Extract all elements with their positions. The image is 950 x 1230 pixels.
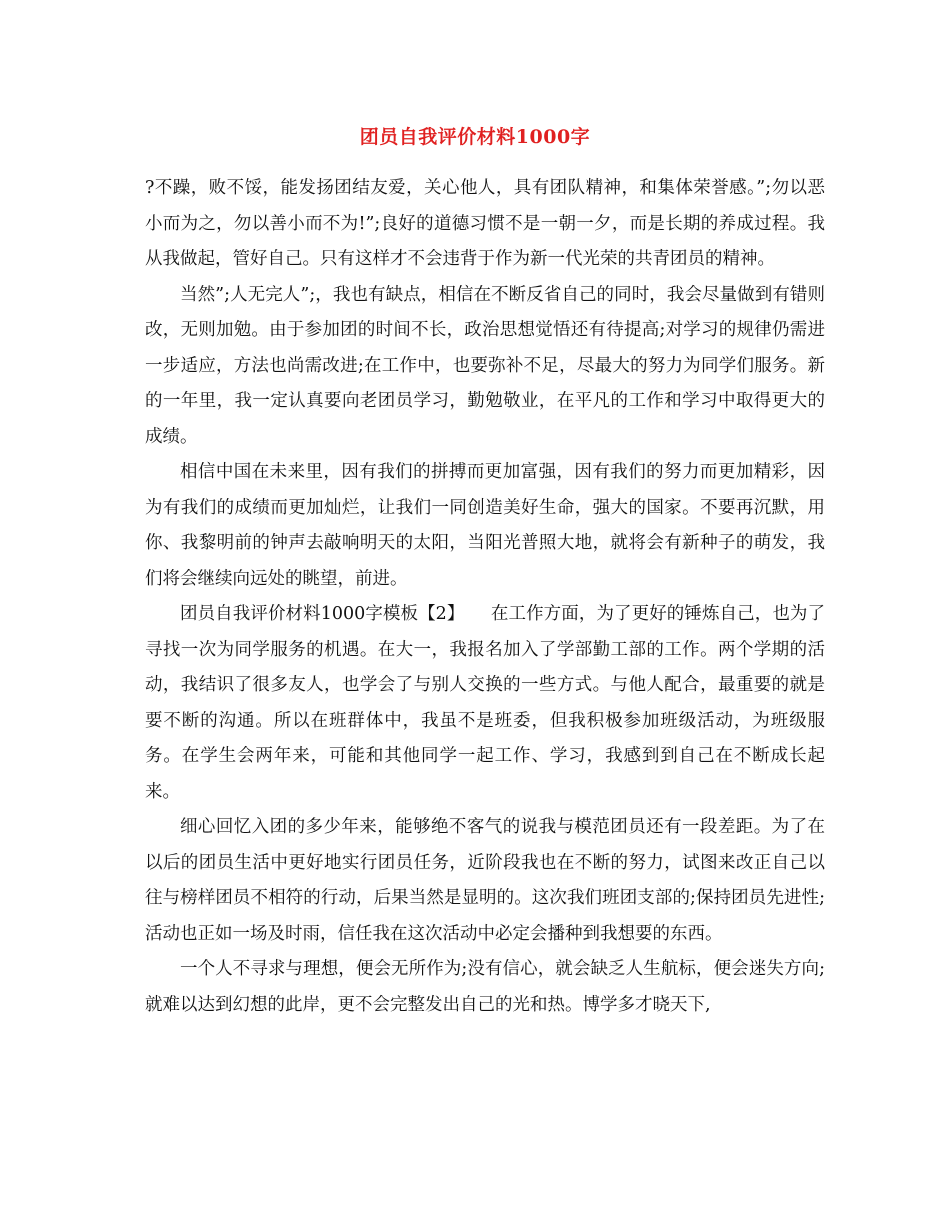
document-body bbox=[145, 171, 825, 1023]
document-title: 团员自我评价材料1000字 bbox=[359, 126, 591, 148]
paragraph: 当然”;人无完人”;，我也有缺点，相信在不断反省自己的同时，我会尽量做到有错则改，无则加勉。由于参加团的时间不长，政治思想觉悟还有待提高;对学习的规律仍需进一步适应，方法也尚需改进;在工作中，也要弥补不足，尽最大的努力为同学们服务。新的一年里，我一定认真要向老团员学习，勤勉敬业，在平凡的工作和学习中取得更大的成绩。 bbox=[145, 284, 825, 447]
paragraph: 团员自我评价材料1000字模板【2】 在工作方面，为了更好的锤炼自己，也为了寻找一次为同学服务的机遇。在大一，我报名加入了学部勤工部的工作。两个学期的活动，我结识了很多友人，也学会了与别人交换的一些方式。与他人配合，最重要的就是要不断的沟通。所以在班群体中，我虽不是班委，但我积极参加班级活动，为班级服务。在学生会两年来，可能和其他同学一起工作、学习，我感到到自己在不断成长起来。 bbox=[145, 604, 825, 802]
paragraph: 一个人不寻求与理想，便会无所作为;没有信心，就会缺乏人生航标，便会迷失方向;就难以达到幻想的此岸，更不会完整发出自己的光和热。博学多才晓天下, bbox=[145, 959, 825, 1015]
paragraph: ?不躁，败不馁，能发扬团结友爱，关心他人，具有团队精神，和集体荣誉感。”;勿以恶小而为之，勿以善小而不为!”;良好的道德习惯不是一朝一夕，而是长期的养成过程。我从我做起，管好自己。只有这样才不会违背于作为新一代光荣的共青团员的精神。 bbox=[145, 178, 825, 269]
paragraph: 相信中国在未来里，因有我们的拼搏而更加富强，因有我们的努力而更加精彩，因为有我们的成绩而更加灿烂，让我们一同创造美好生命，强大的国家。不要再沉默，用你、我黎明前的钟声去敲响明天的太阳，当阳光普照大地，就将会有新种子的萌发，我们将会继续向远处的眺望，前进。 bbox=[145, 462, 825, 589]
paragraph: 细心回忆入团的多少年来，能够绝不客气的说我与模范团员还有一段差距。为了在以后的团员生活中更好地实行团员任务，近阶段我也在不断的努力，试图来改正自己以往与榜样团员不相符的行动，后果当然是显明的。这次我们班团支部的;保持团员先进性;活动也正如一场及时雨，信任我在这次活动中必定会播种到我想要的东西。 bbox=[145, 817, 825, 944]
